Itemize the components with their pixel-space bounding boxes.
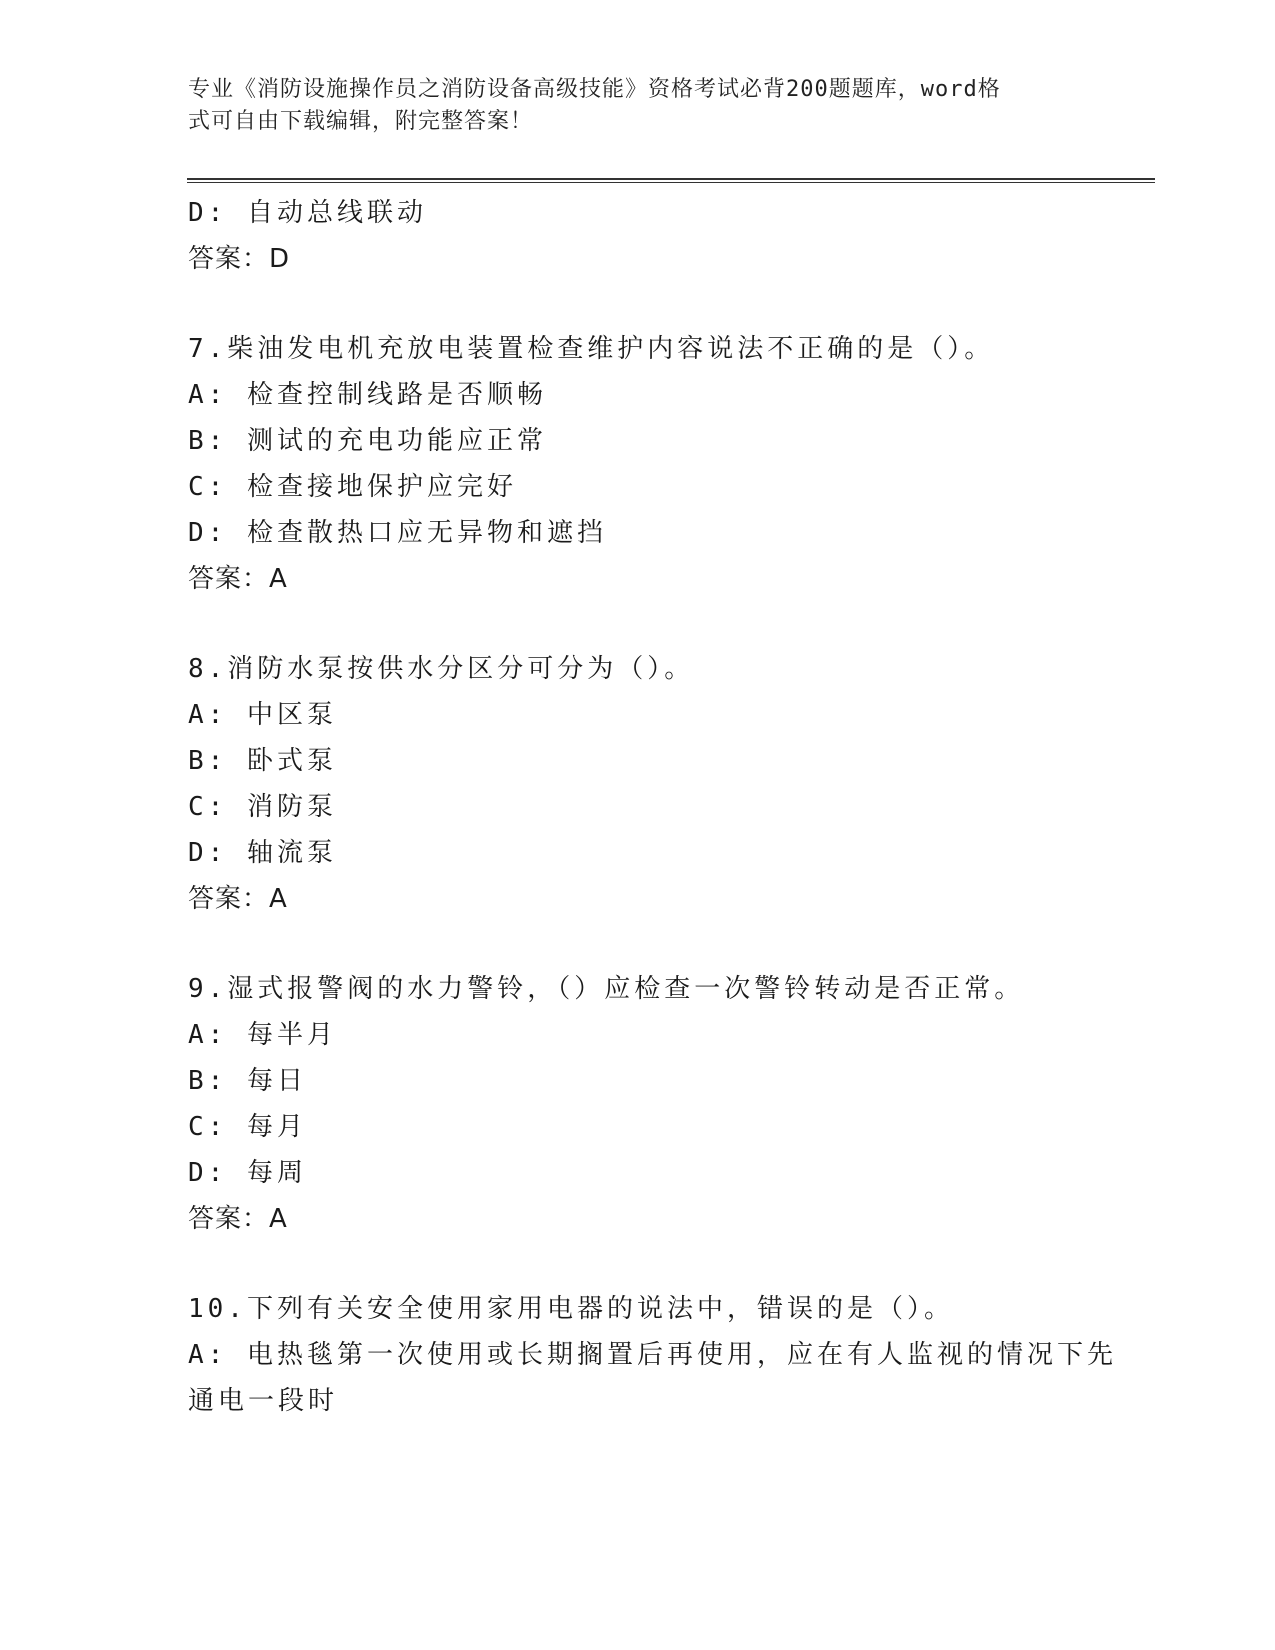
question-9 [188,966,1088,1242]
option-c: C: 检查接地保护应完好 [188,472,517,502]
answer: 答案：A [188,884,288,914]
answer: 答案：A [188,564,288,594]
option-a: A: 中区泵 [188,700,337,730]
answer: 答案：A [188,1204,288,1234]
option-b: B: 每日 [188,1066,307,1096]
page-header [188,74,1088,138]
question-list [188,190,1117,1424]
question-stem: 10.下列有关安全使用家用电器的说法中，错误的是（）。 [188,1294,954,1324]
option-b: B: 卧式泵 [188,746,337,776]
answer: 答案：D [188,244,291,274]
question-7 [188,326,1088,602]
header-line-2: 式可自由下载编辑，附完整答案！ [188,109,534,134]
option-c: C: 消防泵 [188,792,337,822]
option-d: D: 自动总线联动 [188,198,427,228]
question-stem: 9.湿式报警阀的水力警铃，（）应检查一次警铃转动是否正常。 [188,974,1025,1004]
question-stem: 7.柴油发电机充放电装置检查维护内容说法不正确的是（）。 [188,334,995,364]
option-a: A: 检查控制线路是否顺畅 [188,380,547,410]
question-10 [188,1286,1117,1424]
option-d: D: 检查散热口应无异物和遮挡 [188,518,607,548]
option-a-continued: 通电一段时 [188,1386,339,1416]
header-divider [187,178,1155,183]
option-d: D: 每周 [188,1158,307,1188]
question-6-tail [188,190,1088,282]
option-a: A: 每半月 [188,1020,337,1050]
option-a: A: 电热毯第一次使用或长期搁置后再使用，应在有人监视的情况下先 [188,1340,1117,1370]
question-stem: 8.消防水泵按供水分区分可分为（）。 [188,654,695,684]
option-c: C: 每月 [188,1112,307,1142]
option-d: D: 轴流泵 [188,838,337,868]
header-line-1: 专业《消防设施操作员之消防设备高级技能》资格考试必背200题题库，word格 [188,77,1001,102]
question-8 [188,646,1088,922]
option-b: B: 测试的充电功能应正常 [188,426,547,456]
